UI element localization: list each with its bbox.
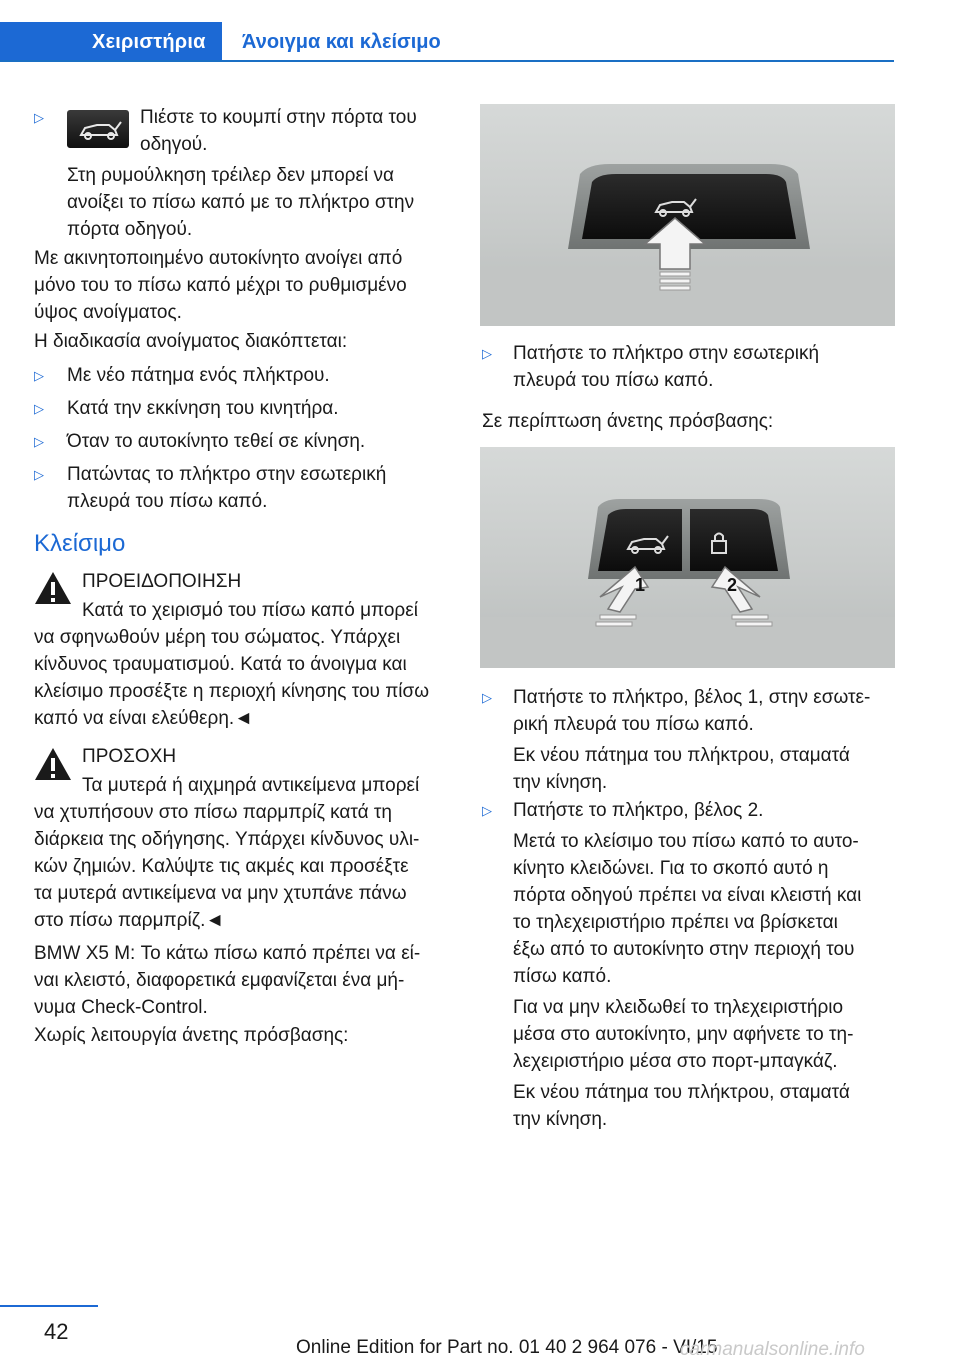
paragraph: Η διαδικασία ανοίγματος διακόπτεται: <box>34 331 348 352</box>
bullet-triangle-icon: ▷ <box>482 346 492 361</box>
bullet-triangle-icon: ▷ <box>34 368 44 383</box>
warning-text: να σφηνωθούν μέρη του σώματος. Υπάρχει <box>34 627 401 648</box>
note-text: πίσω καπό. <box>513 966 612 987</box>
tailgate-button-icon <box>67 110 129 148</box>
note-text: Στη ρυμούλκηση τρέιλερ δεν μπορεί να <box>67 165 394 186</box>
caution-text: τα μυτερά αντικείμενα να μην χτυπάνε πάνω <box>34 883 407 904</box>
caution-text: στο πίσω παρμπρίζ.◄ <box>34 910 225 931</box>
header-section-tab: Χειριστήρια <box>0 22 222 62</box>
step-text: Πιέστε το κουμπί στην πόρτα του <box>140 107 417 128</box>
list-item: Κατά την εκκίνηση του κινητήρα. <box>67 398 339 419</box>
note-text: κίνητο κλειδώνει. Για το σκοπό αυτό η <box>513 858 829 879</box>
warning-triangle-icon <box>33 570 73 606</box>
section-heading: Κλείσιμο <box>34 530 126 557</box>
warning-text: κλείσιμο προσέξτε η περιοχή κίνησης του πίσω <box>34 681 430 702</box>
caution-triangle-icon <box>33 746 73 782</box>
bullet-triangle-icon: ▷ <box>34 467 44 482</box>
step-text: ρική πλευρά του πίσω καπό. <box>513 714 754 735</box>
page-header <box>0 0 960 64</box>
footer-rule <box>0 1305 98 1307</box>
note-text: την κίνηση. <box>513 1109 608 1130</box>
note-text: Για να μην κλειδωθεί το τηλεχειριστήριο <box>513 997 844 1018</box>
step-text: πλευρά του πίσω καπό. <box>513 370 714 391</box>
note-text: πόρτα οδηγού. <box>67 219 193 240</box>
edition-text: Online Edition for Part no. 01 40 2 964 076 - VI/15 <box>296 1337 718 1358</box>
paragraph: Σε περίπτωση άνετης πρόσβασης: <box>482 411 774 432</box>
header-chapter-title: Άνοιγμα και κλείσιμο <box>242 31 441 53</box>
list-item: Όταν το αυτοκίνητο τεθεί σε κίνηση. <box>67 431 366 452</box>
bullet-triangle-icon: ▷ <box>34 401 44 416</box>
warning-text: κίνδυνος τραυματισμού. Κατά το άνοιγμα και <box>34 654 407 675</box>
paragraph: Χωρίς λειτουργία άνετης πρόσβασης: <box>34 1025 349 1046</box>
list-item: Με νέο πάτημα ενός πλήκτρου. <box>67 365 330 386</box>
step-text: Πατήστε το πλήκτρο, βέλος 2. <box>513 800 764 821</box>
warning-text: καπό να είναι ελεύθερη.◄ <box>34 708 253 729</box>
note-text: το τηλεχειριστήριο πρέπει να βρίσκεται <box>513 912 838 933</box>
page-number: 42 <box>44 1319 69 1344</box>
note-text: λεχειριστήριο μέσα στο πορτ-μπαγκάζ. <box>513 1051 838 1072</box>
warning-title: ΠΡΟΕΙΔΟΠΟΙΗΣΗ <box>82 571 242 592</box>
note-text: μέσα στο αυτοκίνητο, μην αφήνετε το τη- <box>513 1024 854 1045</box>
list-item: πλευρά του πίσω καπό. <box>67 491 268 512</box>
watermark-text: carmanualsonline.info <box>680 1339 865 1360</box>
bullet-triangle-icon: ▷ <box>482 690 492 705</box>
paragraph: νυμα Check-Control. <box>34 997 208 1018</box>
note-text: έξω από το αυτοκίνητο στην περιοχή του <box>513 939 855 960</box>
note-text: την κίνηση. <box>513 772 608 793</box>
caution-text: διάρκεια της οδήγησης. Υπάρχει κίνδυνος υλι- <box>34 829 420 850</box>
paragraph: Με ακινητοποιημένο αυτοκίνητο ανοίγει από <box>34 248 403 269</box>
list-item: Πατώντας το πλήκτρο στην εσωτερική <box>67 464 387 485</box>
caution-title: ΠΡΟΣΟΧΗ <box>82 746 177 767</box>
caution-text: να χτυπήσουν στο πίσω παρμπρίζ κατά τη <box>34 802 392 823</box>
caution-text: Τα μυτερά ή αιχμηρά αντικείμενα μπορεί <box>82 775 420 796</box>
bullet-triangle-icon: ▷ <box>34 110 44 125</box>
caution-text: κών ζημιών. Καλύψτε τις ακμές και προσέξτε <box>34 856 409 877</box>
paragraph: ύψος ανοίγματος. <box>34 302 182 323</box>
step-text: Πατήστε το πλήκτρο στην εσωτερική <box>513 343 820 364</box>
comfort-access-buttons-photo <box>480 447 895 668</box>
tailgate-button-photo <box>480 104 895 326</box>
note-text: Μετά το κλείσιμο του πίσω καπό το αυτο- <box>513 831 859 852</box>
note-text: ανοίξει το πίσω καπό με το πλήκτρο στην <box>67 192 415 213</box>
header-rule <box>0 60 894 62</box>
warning-text: Κατά το χειρισμό του πίσω καπό μπορεί <box>82 600 418 621</box>
bullet-triangle-icon: ▷ <box>34 434 44 449</box>
note-text: Εκ νέου πάτημα του πλήκτρου, σταματά <box>513 745 850 766</box>
arrow-label-2: 2 <box>727 575 738 595</box>
paragraph: μόνο του το πίσω καπό μέχρι το ρυθμισμένο <box>34 275 407 296</box>
paragraph: ναι κλειστό, διαφορετικά εμφανίζεται ένα μή- <box>34 970 405 991</box>
note-text: πόρτα οδηγού πρέπει να είναι κλειστή και <box>513 885 862 906</box>
step-text: οδηγού. <box>140 134 208 155</box>
bullet-triangle-icon: ▷ <box>482 803 492 818</box>
step-text: Πατήστε το πλήκτρο, βέλος 1, στην εσωτε- <box>513 687 871 708</box>
note-text: Εκ νέου πάτημα του πλήκτρου, σταματά <box>513 1082 850 1103</box>
paragraph: BMW X5 M: Το κάτω πίσω καπό πρέπει να εί- <box>34 943 421 964</box>
arrow-label-1: 1 <box>635 575 646 595</box>
